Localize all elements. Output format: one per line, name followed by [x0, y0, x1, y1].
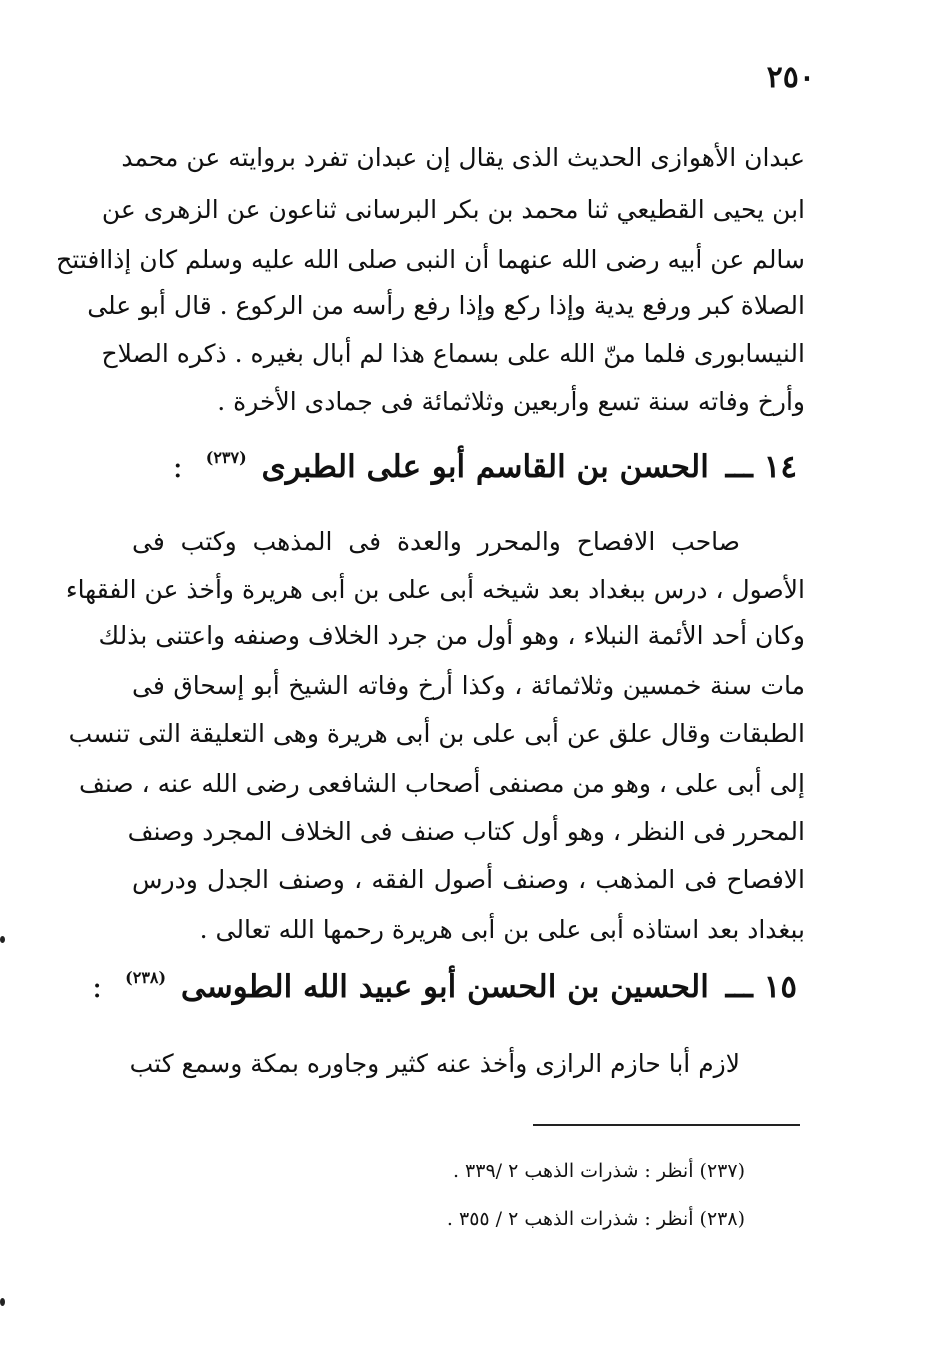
entry-15-footnote-ref[interactable]: (٢٣٨) — [125, 968, 167, 987]
entry-14-colon: : — [172, 449, 183, 485]
entry-15-colon: : — [91, 969, 103, 1005]
footnote-238: (٢٣٨) أنظر : شذرات الذهب ٢ / ٣٥٥ . — [446, 1208, 745, 1230]
paragraph2-line-7: المحرر فى النظر ، وهو أول كتاب صنف فى الخلاف المجرد وصنف — [127, 817, 805, 846]
entry-14-heading — [172, 448, 797, 485]
entry-14-footnote-ref[interactable]: (٢٣٧) — [205, 448, 247, 467]
scan-speck — [0, 936, 5, 943]
entry-14-number: ١٤ ـــ — [725, 449, 797, 485]
paragraph2-line-9: ببغداد بعد استاذه أبى على بن أبى هريرة رحمها الله تعالى . — [199, 915, 805, 944]
entry-14-name: الحسن بن القاسم أبو على الطبرى — [261, 449, 709, 485]
paragraph1-line-4: الصلاة كبر ورفع يدية وإذا ركع وإذا رفع رأسه من الركوع . قال أبو على — [87, 291, 805, 320]
entry-15-name: الحسين بن الحسن أبو عبيد الله الطوسى — [180, 969, 709, 1005]
footnote-237: (٢٣٧) أنظر : شذرات الذهب ٢ /٣٣٩ . — [452, 1160, 745, 1182]
paragraph1-line-2: ابن يحيى القطيعي ثنا محمد بن بكر البرسانى ثناعون عن الزهرى عن — [101, 195, 805, 224]
paragraph1-line-3: سالم عن أبيه رضى الله عنهما أن النبى صلى الله عليه وسلم كان إذاافتتح — [56, 245, 805, 274]
page-number: ٢٥٠ — [766, 60, 815, 95]
paragraph2-line-6: إلى أبى على ، وهو من مصنفى أصحاب الشافعى رضى الله عنه ، صنف — [78, 769, 805, 798]
paragraph1-line-1: عبدان الأهوازى الحديث الذى يقال إن عبدان تفرد بروايته عن محمد — [121, 143, 805, 172]
paragraph1-line-6: وأرخ وفاته سنة تسع وأربعين وثلاثمائة فى جمادى الأخرة . — [217, 387, 805, 416]
paragraph1-line-5: النيسابورى فلما منّ الله على بسماع هذا لم أبال بغيره . ذكره الصلاح — [101, 339, 805, 368]
scan-speck — [0, 1298, 5, 1306]
paragraph2-line-2: الأصول ، درس ببغداد بعد شيخه أبى على بن أبى هريرة وأخذ عن الفقهاء — [65, 575, 805, 604]
paragraph2-line-3: وكان أحد الأئمة النبلاء ، وهو أول من جرد الخلاف وصنفه واعتنى بذلك — [98, 621, 805, 650]
entry-15-number: ١٥ ـــ — [725, 969, 797, 1005]
paragraph2-line-8: الافصاح فى المذهب ، وصنف أصول الفقه ، وصنف الجدل ودرس — [132, 865, 805, 894]
paragraph2-line-4: مات سنة خمسين وثلاثمائة ، وكذا أرخ وفاته الشيخ أبو إسحاق فى — [132, 671, 805, 700]
paragraph3-line-1: لازم أبا حازم الرازى وأخذ عنه كثير وجاوره بمكة وسمع كتب — [129, 1049, 740, 1078]
footnote-separator — [533, 1124, 800, 1126]
paragraph2-line-1: صاحب الافصاح والمحرر والعدة فى المذهب وكتب فى — [132, 527, 740, 556]
entry-15-heading — [92, 968, 797, 1005]
paragraph2-line-5: الطبقات وقال علق عن أبى على بن أبى هريرة وهى التعليقة التى تنسب — [68, 719, 805, 748]
